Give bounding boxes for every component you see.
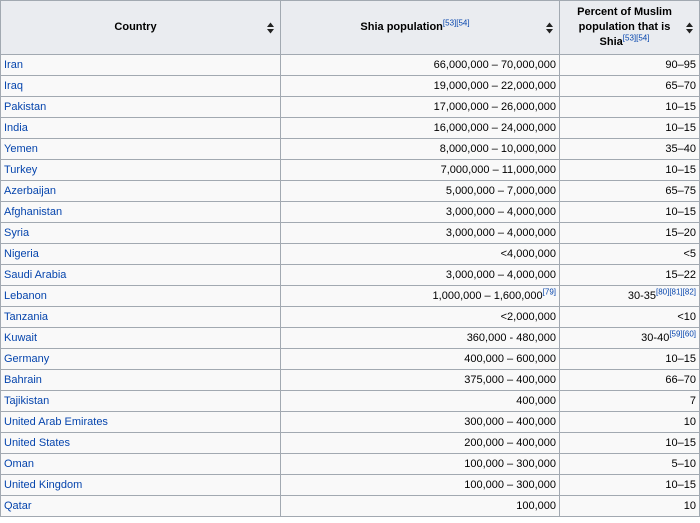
country-link[interactable]: United Arab Emirates	[4, 416, 108, 428]
percent-value: 10–15	[665, 101, 696, 113]
percent-value: 30-40	[641, 332, 670, 344]
population-cell	[281, 349, 560, 370]
sort-icon[interactable]	[546, 22, 553, 33]
country-link[interactable]: Iran	[4, 59, 23, 71]
population-value: <4,000,000	[500, 248, 556, 260]
population-cell	[281, 475, 560, 496]
population-cell	[281, 370, 560, 391]
population-value: 100,000 – 300,000	[464, 479, 556, 491]
population-value: 1,000,000 – 1,600,000	[432, 290, 543, 302]
country-link[interactable]: Tajikistan	[4, 395, 50, 407]
country-link[interactable]: Turkey	[4, 164, 38, 176]
percent-cell	[560, 496, 700, 517]
table-row	[1, 139, 700, 160]
population-cell	[281, 139, 560, 160]
population-cell	[281, 328, 560, 349]
country-cell	[1, 244, 281, 265]
percent-value: 30-35	[627, 290, 656, 302]
country-link[interactable]: Lebanon	[4, 290, 47, 302]
table-row	[1, 55, 700, 76]
population-cell	[281, 391, 560, 412]
country-link[interactable]: Nigeria	[4, 248, 39, 260]
country-link[interactable]: United Kingdom	[4, 479, 83, 491]
country-link[interactable]: Iraq	[4, 80, 23, 92]
population-value: 8,000,000 – 10,000,000	[439, 143, 556, 155]
percent-value: 10–15	[665, 353, 696, 365]
table-row	[1, 349, 700, 370]
country-cell	[1, 412, 281, 433]
percent-cell	[560, 76, 700, 97]
percent-value: 10–15	[665, 206, 696, 218]
percent-value: 15–20	[665, 227, 696, 239]
table-row	[1, 391, 700, 412]
country-cell	[1, 76, 281, 97]
country-link[interactable]: Azerbaijan	[4, 185, 56, 197]
percent-cell	[560, 139, 700, 160]
population-cell	[281, 202, 560, 223]
percent-value: 66–70	[665, 374, 696, 386]
column-header-percent-shia-label: Percent of Muslim population that is Shia	[577, 6, 672, 48]
sort-icon[interactable]	[686, 22, 693, 33]
population-cell	[281, 454, 560, 475]
percent-value: <10	[677, 311, 696, 323]
country-link[interactable]: Kuwait	[4, 332, 38, 344]
percent-cell	[560, 454, 700, 475]
country-cell	[1, 475, 281, 496]
population-cell	[281, 433, 560, 454]
population-value: 200,000 – 400,000	[464, 437, 556, 449]
percent-value: 10–15	[665, 479, 696, 491]
country-link[interactable]: Bahrain	[4, 374, 42, 386]
country-cell	[1, 139, 281, 160]
country-link[interactable]: Yemen	[4, 143, 38, 155]
population-value: 100,000	[516, 500, 556, 512]
population-cell	[281, 307, 560, 328]
table-row	[1, 433, 700, 454]
percent-cell	[560, 223, 700, 244]
country-link[interactable]: United States	[4, 437, 71, 449]
percent-cell	[560, 118, 700, 139]
population-value: 360,000 - 480,000	[466, 332, 556, 344]
population-cell	[281, 118, 560, 139]
country-cell	[1, 391, 281, 412]
country-link[interactable]: Tanzania	[4, 311, 49, 323]
country-cell	[1, 349, 281, 370]
table-row	[1, 307, 700, 328]
population-value: 7,000,000 – 11,000,000	[440, 164, 556, 176]
percent-cell	[560, 160, 700, 181]
percent-value: 65–75	[665, 185, 696, 197]
percent-cell	[560, 286, 700, 307]
population-value: 400,000	[516, 395, 556, 407]
table-row	[1, 265, 700, 286]
population-cell	[281, 244, 560, 265]
country-cell	[1, 160, 281, 181]
table-row	[1, 202, 700, 223]
percent-value: <5	[683, 248, 696, 260]
percent-value: 10–15	[665, 437, 696, 449]
sort-icon[interactable]	[267, 22, 274, 33]
table-row	[1, 223, 700, 244]
population-cell	[281, 223, 560, 244]
population-value: 5,000,000 – 7,000,000	[445, 185, 556, 197]
country-cell	[1, 55, 281, 76]
percent-cell	[560, 265, 700, 286]
citation-link[interactable]: [59][60]	[669, 329, 696, 339]
percent-cell	[560, 475, 700, 496]
table-row	[1, 286, 700, 307]
table-row	[1, 244, 700, 265]
percent-value: 10–15	[665, 122, 696, 134]
percent-cell	[560, 412, 700, 433]
percent-cell	[560, 307, 700, 328]
country-link[interactable]: Pakistan	[4, 101, 47, 113]
percent-cell	[560, 349, 700, 370]
percent-value: 35–40	[665, 143, 696, 155]
percent-cell	[560, 328, 700, 349]
table-row	[1, 76, 700, 97]
table-row	[1, 454, 700, 475]
population-value: 3,000,000 – 4,000,000	[445, 227, 556, 239]
country-cell	[1, 454, 281, 475]
country-cell	[1, 97, 281, 118]
population-value: 375,000 – 400,000	[464, 374, 556, 386]
column-header-country[interactable]	[1, 1, 281, 55]
table-row	[1, 328, 700, 349]
percent-cell	[560, 97, 700, 118]
population-value: 3,000,000 – 4,000,000	[445, 269, 556, 281]
citation-link[interactable]: [80][81][82]	[655, 287, 696, 297]
country-cell	[1, 286, 281, 307]
table-row	[1, 160, 700, 181]
country-link[interactable]: Syria	[4, 227, 30, 239]
percent-cell	[560, 370, 700, 391]
country-cell	[1, 307, 281, 328]
country-cell	[1, 223, 281, 244]
column-header-percent-shia[interactable]	[560, 1, 700, 55]
population-value: 17,000,000 – 26,000,000	[433, 101, 556, 113]
country-cell	[1, 202, 281, 223]
percent-cell	[560, 55, 700, 76]
population-value: <2,000,000	[500, 311, 556, 323]
population-cell	[281, 160, 560, 181]
population-value: 300,000 – 400,000	[464, 416, 556, 428]
country-link[interactable]: Qatar	[4, 500, 32, 512]
population-cell	[281, 76, 560, 97]
column-header-shia-population-label: Shia population	[360, 21, 443, 33]
percent-value: 10–15	[665, 164, 696, 176]
country-cell	[1, 328, 281, 349]
country-link[interactable]: Germany	[4, 353, 50, 365]
percent-cell	[560, 202, 700, 223]
country-link[interactable]: Afghanistan	[4, 206, 63, 218]
table-body	[1, 55, 700, 517]
country-cell	[1, 265, 281, 286]
country-cell	[1, 433, 281, 454]
percent-cell	[560, 244, 700, 265]
table-row	[1, 412, 700, 433]
table-row	[1, 496, 700, 517]
country-link[interactable]: Oman	[4, 458, 34, 470]
country-cell	[1, 118, 281, 139]
population-value: 3,000,000 – 4,000,000	[445, 206, 556, 218]
percent-cell	[560, 181, 700, 202]
percent-value: 65–70	[665, 80, 696, 92]
percent-cell	[560, 391, 700, 412]
population-value: 100,000 – 300,000	[464, 458, 556, 470]
table-row	[1, 370, 700, 391]
country-cell	[1, 181, 281, 202]
population-cell	[281, 97, 560, 118]
table-row	[1, 475, 700, 496]
percent-value: 10	[683, 500, 696, 512]
population-cell	[281, 412, 560, 433]
country-cell	[1, 496, 281, 517]
country-cell	[1, 370, 281, 391]
population-value: 400,000 – 600,000	[464, 353, 556, 365]
table-row	[1, 181, 700, 202]
population-value: 19,000,000 – 22,000,000	[433, 80, 556, 92]
table-row	[1, 118, 700, 139]
percent-value: 90–95	[665, 59, 696, 71]
table-row	[1, 97, 700, 118]
population-value: 16,000,000 – 24,000,000	[433, 122, 556, 134]
population-cell	[281, 286, 560, 307]
population-cell	[281, 55, 560, 76]
percent-value: 5–10	[671, 458, 696, 470]
country-link[interactable]: India	[4, 122, 28, 134]
population-cell	[281, 265, 560, 286]
population-value: 66,000,000 – 70,000,000	[433, 59, 556, 71]
header-row	[1, 1, 700, 55]
percent-value: 7	[689, 395, 696, 407]
population-cell	[281, 181, 560, 202]
percent-cell	[560, 433, 700, 454]
percent-value: 10	[683, 416, 696, 428]
percent-value: 15–22	[665, 269, 696, 281]
population-cell	[281, 496, 560, 517]
citation-link[interactable]: [53][54]	[442, 18, 470, 28]
column-header-country-label: Country	[114, 21, 157, 33]
country-link[interactable]: Saudi Arabia	[4, 269, 67, 281]
citation-link[interactable]: [79]	[542, 287, 556, 297]
citation-link[interactable]: [53][54]	[622, 33, 650, 43]
column-header-shia-population[interactable]	[281, 1, 560, 55]
